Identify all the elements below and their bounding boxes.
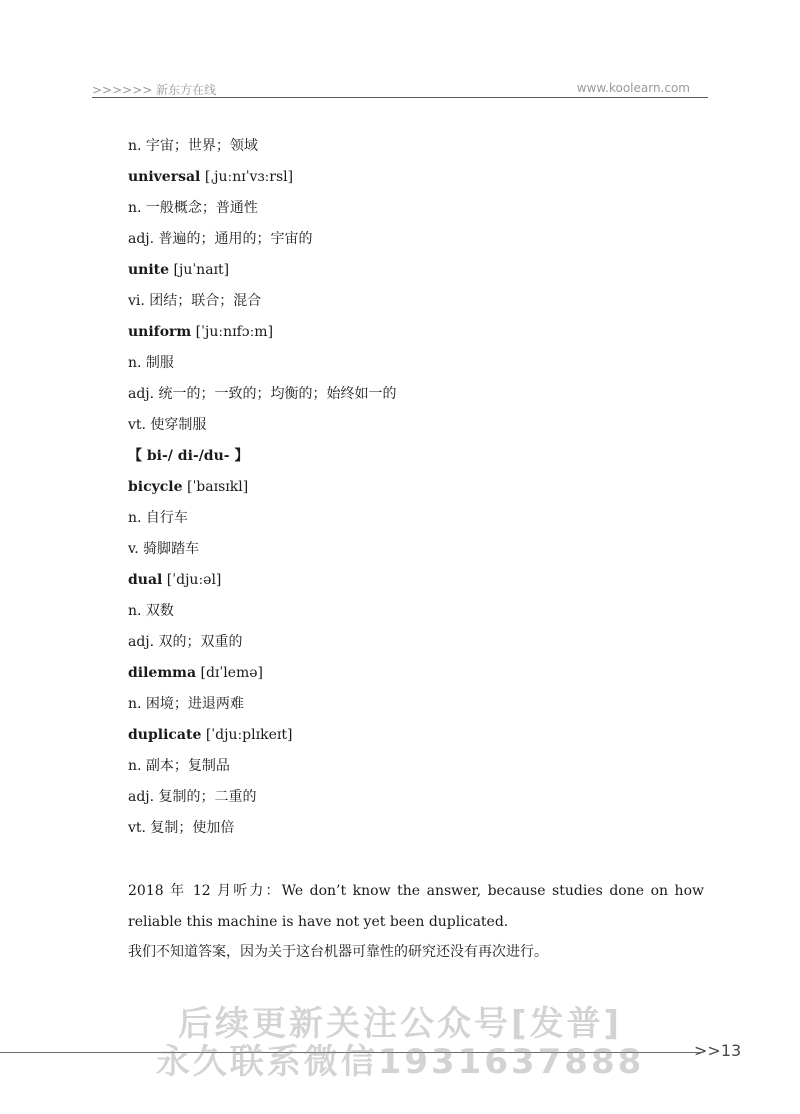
- definition-line: vt. 复制；使加倍: [128, 820, 235, 836]
- definition-line: n. 宇宙；世界；领域: [128, 138, 258, 154]
- headword-text: universal: [128, 169, 201, 185]
- headword-text: dual: [128, 572, 163, 588]
- vocab-headword: [128, 258, 708, 289]
- headword-phonetic: [ˈjuːnɪfɔːm]: [191, 324, 274, 340]
- vocabulary-list: [128, 134, 708, 847]
- headword-text: duplicate: [128, 727, 202, 743]
- definition-line: n. 自行车: [128, 510, 188, 526]
- definition-line: adj. 复制的；二重的: [128, 789, 257, 805]
- example-translation: 我们不知道答案，因为关于这台机器可靠性的研究还没有再次进行。: [128, 944, 548, 960]
- headword-phonetic: [ˈbaɪsɪkl]: [182, 479, 249, 495]
- headword-text: uniform: [128, 324, 192, 340]
- definition-line: adj. 双的；双重的: [128, 634, 243, 650]
- vocab-headword: [128, 568, 708, 599]
- definition-line: vt. 使穿制服: [128, 417, 207, 433]
- definition-line: adj. 普遍的；通用的；宇宙的: [128, 231, 313, 247]
- headword-text: bicycle: [128, 479, 183, 495]
- root-section-heading: 【 bi-/ di-/du- 】: [128, 448, 249, 464]
- vocab-headword: [128, 475, 708, 506]
- definition-line: v. 骑脚踏车: [128, 541, 200, 557]
- vocab-headword: [128, 661, 708, 692]
- definition-line: vi. 团结；联合；混合: [128, 293, 262, 309]
- definition-line: n. 困境；进退两难: [128, 696, 244, 712]
- page-header: [92, 79, 708, 98]
- header-brand: >>>>>> 新东方在线: [92, 83, 217, 97]
- definition-line: n. 一般概念；普通性: [128, 200, 258, 216]
- example-sentence: 2018 年 12 月听力：We don’t know the answer, because studies done on how reliable this machine is have not yet been duplicated.: [128, 883, 704, 930]
- vocab-headword: [128, 320, 708, 351]
- headword-text: dilemma: [128, 665, 197, 681]
- definition-line: n. 双数: [128, 603, 174, 619]
- watermark-line-2: 永久联系微信1931637888: [155, 1042, 645, 1082]
- watermark-line-1: 后续更新关注公众号[发普]: [177, 1004, 623, 1044]
- definition-line: n. 副本；复制品: [128, 758, 230, 774]
- vocab-headword: [128, 723, 708, 754]
- definition-line: n. 制服: [128, 355, 174, 371]
- headword-phonetic: [juˈnaɪt]: [169, 262, 230, 278]
- definition-line: adj. 统一的；一致的；均衡的；始终如一的: [128, 386, 397, 402]
- headword-phonetic: [ˈdjuːplɪkeɪt]: [201, 727, 293, 743]
- header-url: www.koolearn.com: [576, 81, 690, 95]
- headword-phonetic: [ˌjuːnɪˈvɜːrsl]: [200, 169, 294, 185]
- headword-phonetic: [dɪˈlemə]: [196, 665, 264, 681]
- headword-text: unite: [128, 262, 170, 278]
- page-number: >>13: [694, 1041, 742, 1060]
- vocab-headword: [128, 165, 708, 196]
- headword-phonetic: [ˈdjuːəl]: [162, 572, 222, 588]
